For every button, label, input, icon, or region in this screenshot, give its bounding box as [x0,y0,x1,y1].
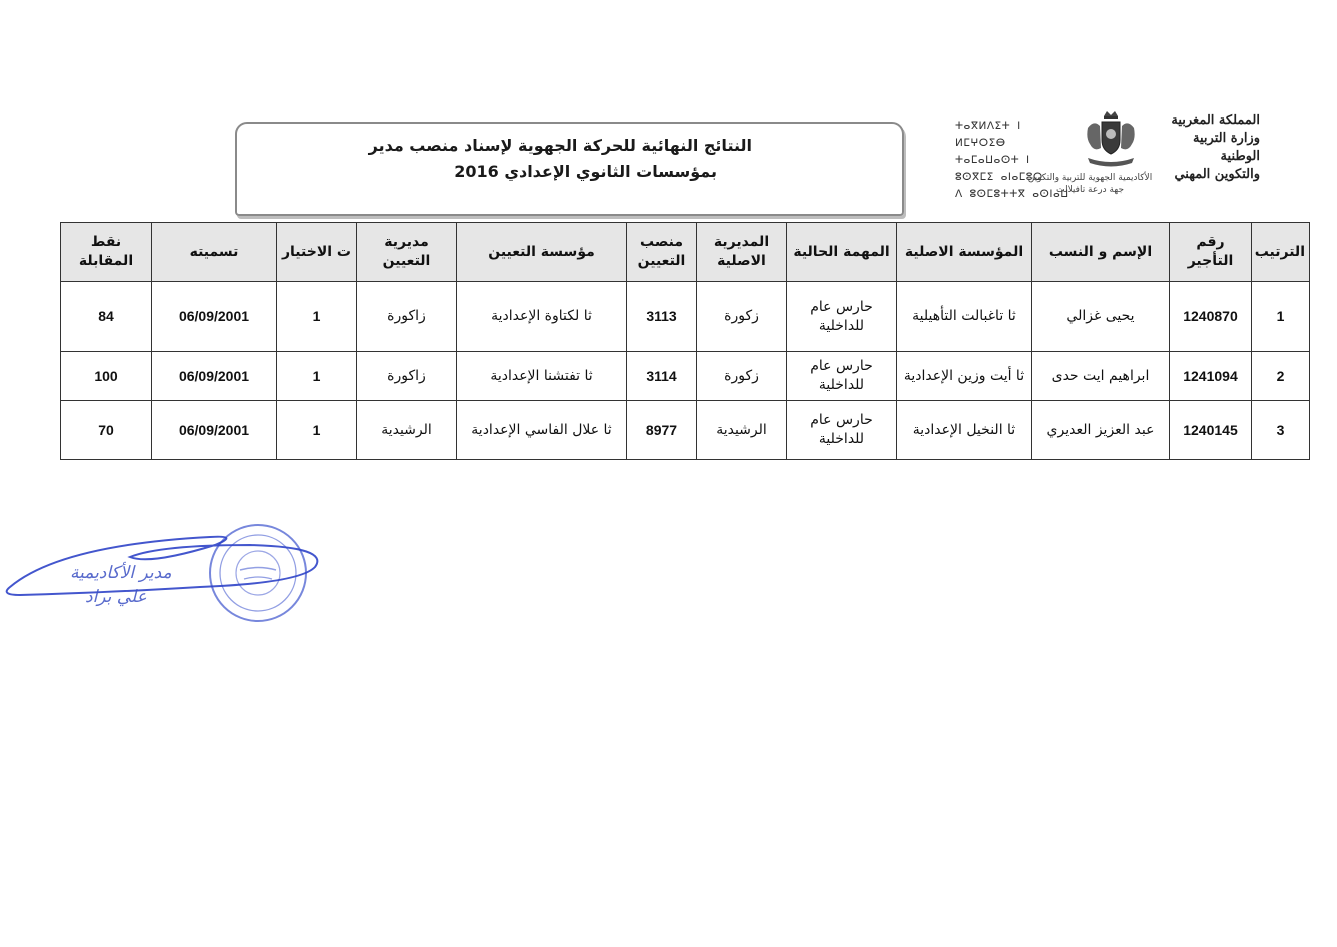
cell-choice-order: 1 [277,401,357,460]
letterhead-line: المملكة المغربية [1171,113,1260,128]
header-payroll-no: رقم التأجير [1170,223,1252,282]
cell-origin-school: ثا تاغبالت التأهيلية [897,282,1032,352]
page-title: النتائج النهائية للحركة الجهوية لإسناد منصب مدير [368,136,752,155]
cell-rank: 1 [1252,282,1310,352]
letterhead-line: وزارة التربية الوطنية [1193,131,1260,164]
cell-payroll-no: 1241094 [1170,352,1252,401]
letterhead-line: ⴷ ⵓⵙⵎⵓⵜⵜⴳ ⴰⵙⵏⴰⵡ [955,188,1069,200]
table-row [61,282,1310,352]
cell-origin-school: ثا النخيل الإعدادية [897,401,1032,460]
cell-current-role: حارس عام للداخلية [787,282,897,352]
header-assigned-directorate: مديرية التعيين [357,223,457,282]
header-assigned-post: منصب التعيين [627,223,697,282]
cell-interview-score: 84 [61,282,152,352]
cell-name: يحيى غزالي [1032,282,1170,352]
cell-assigned-school: ثا علال الفاسي الإعدادية [457,401,627,460]
cell-origin-directorate: زكورة [697,282,787,352]
header-current-role: المهمة الحالية [787,223,897,282]
cell-name: ابراهيم ايت حدى [1032,352,1170,401]
cell-rank: 3 [1252,401,1310,460]
header-origin-school: المؤسسة الاصلية [897,223,1032,282]
cell-assigned-school: ثا تفتشنا الإعدادية [457,352,627,401]
cell-interview-score: 70 [61,401,152,460]
page-subtitle: بمؤسسات الثانوي الإعدادي 2016 [454,162,717,181]
cell-assigned-school: ثا لكتاوة الإعدادية [457,282,627,352]
cell-payroll-no: 1240145 [1170,401,1252,460]
signature-name: علي براد [85,587,147,607]
academy-line: الأكاديمية الجهوية للتربية والتكوين [1027,173,1153,183]
header-choice-order: ت الاختيار [277,223,357,282]
header-appointment-date: تسميته [152,223,277,282]
cell-assigned-post: 3114 [627,352,697,401]
cell-appointment-date: 06/09/2001 [152,401,277,460]
royal-coat-of-arms-icon [1080,108,1142,170]
cell-origin-directorate: الرشيدية [697,401,787,460]
cell-choice-order: 1 [277,282,357,352]
cell-payroll-no: 1240870 [1170,282,1252,352]
cell-interview-score: 100 [61,352,152,401]
cell-assigned-directorate: زاكورة [357,282,457,352]
header-rank: الترتيب [1252,223,1310,282]
cell-appointment-date: 06/09/2001 [152,352,277,401]
letterhead-line: ⵜⴰⴳⵍⴷⵉⵜ ⵏ ⵍⵎⵖⵔⵉⴱ [955,120,1021,149]
signature-block [0,515,340,655]
cell-name: عبد العزيز العديري [1032,401,1170,460]
cell-current-role: حارس عام للداخلية [787,401,897,460]
letterhead-line: ⵜⴰⵎⴰⵡⴰⵙⵜ ⵏ ⵓⵙⴳⵎⵉ ⴰⵏⴰⵎⵓⵔ [955,154,1043,183]
cell-assigned-directorate: زاكورة [357,352,457,401]
table-header-row [61,223,1310,282]
results-table [60,222,1310,460]
academy-name [1010,172,1170,196]
cell-appointment-date: 06/09/2001 [152,282,277,352]
signature-title: مدير الأكاديمية [70,563,172,583]
cell-assigned-post: 8977 [627,401,697,460]
header-name: الإسم و النسب [1032,223,1170,282]
header-origin-directorate: المديرية الاصلية [697,223,787,282]
table-row [61,401,1310,460]
letterhead-line: والتكوين المهني [1174,167,1260,182]
official-stamp-icon [0,515,340,655]
academy-line: جهة درعة تافيلالت [1055,185,1125,195]
table-row [61,352,1310,401]
cell-rank: 2 [1252,352,1310,401]
header-interview-score: نقط المقابلة [61,223,152,282]
cell-assigned-post: 3113 [627,282,697,352]
cell-origin-directorate: زكورة [697,352,787,401]
cell-origin-school: ثا أيت وزين الإعدادية [897,352,1032,401]
cell-assigned-directorate: الرشيدية [357,401,457,460]
title-box [235,122,904,216]
header-assigned-school: مؤسسة التعيين [457,223,627,282]
cell-choice-order: 1 [277,352,357,401]
cell-current-role: حارس عام للداخلية [787,352,897,401]
